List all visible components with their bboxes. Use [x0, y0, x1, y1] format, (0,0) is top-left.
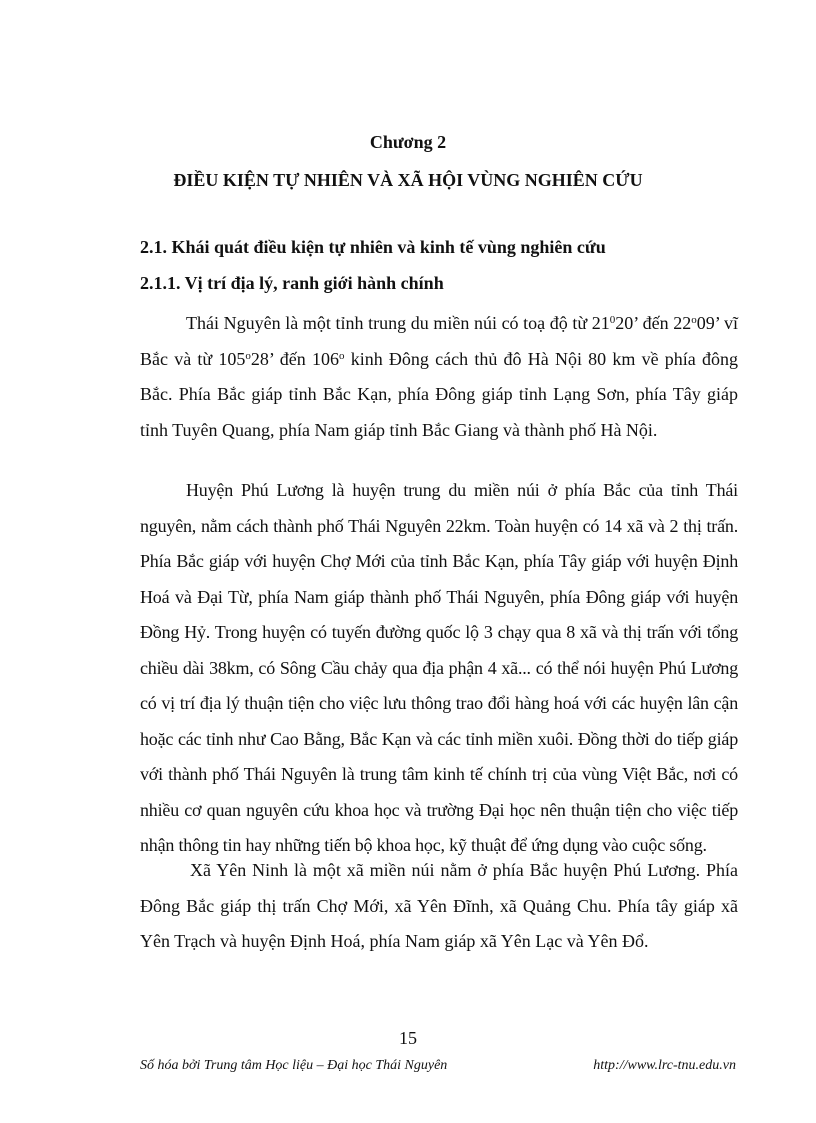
- page-number: 15: [399, 1028, 417, 1048]
- footer-source: Số hóa bởi Trung tâm Học liệu – Đại học Thái Nguyên: [140, 1058, 448, 1073]
- section-heading-2-1: 2.1. Khái quát điều kiện tự nhiên và kinh tế vùng nghiên cứu: [140, 237, 606, 257]
- chapter-label: Chương 2: [369, 132, 447, 152]
- paragraph-location: Thái Nguyên là một tỉnh trung du miền núi có toạ độ từ $21^020$’ đến 22$^o$09’ vĩ Bắc và từ 105$^o$28’ đến 106$^o$ kinh Đông cách thủ đô Hà Nội 80 km về phía đông Bắc. Phía Bắc giáp tỉnh Bắc Kạn, phía Đông giáp tỉnh Lạng Sơn, phía Tây giáp tỉnh Tuyên Quang, phía Nam giáp tỉnh Bắc Giang và thành phố Hà Nội.: [140, 313, 739, 440]
- section-heading-2-1-1: 2.1.1. Vị trí địa lý, ranh giới hành chính: [140, 273, 444, 293]
- footer-url[interactable]: http://www.lrc-tnu.edu.vn: [593, 1058, 736, 1073]
- paragraph-yen-ninh: Xã Yên Ninh là một xã miền núi nằm ở phía Bắc huyện Phú Lương. Phía Đông Bắc giáp thị trấn Chợ Mới, xã Yên Đĩnh, xã Quảng Chu. Phía tây giáp xã Yên Trạch và huyện Định Hoá, phía Nam giáp xã Yên Lạc và Yên Đổ.: [140, 860, 738, 951]
- paragraph-phu-luong: Huyện Phú Lương là huyện trung du miền núi ở phía Bắc của tỉnh Thái nguyên, nằm cách thành phố Thái Nguyên 22km. Toàn huyện có 14 xã và 2 thị trấn. Phía Bắc giáp với huyện Chợ Mới của tỉnh Bắc Kạn, phía Tây giáp với huyện Định Hoá và Đại Từ, phía Nam giáp thành phố Thái Nguyên, phía Đông giáp với huyện Đồng Hỷ. Trong huyện có tuyến đường quốc lộ 3 chạy qua 8 xã và thị trấn với tổng chiều dài 38km, có Sông Cầu chảy qua địa phận 4 xã... có thể nói huyện Phú Lương có vị trí địa lý thuận tiện cho việc lưu thông trao đổi hàng hoá với các huyện lân cận hoặc các tỉnh như Cao Bằng, Bắc Kạn và các tỉnh miền xuôi. Đồng thời do tiếp giáp với thành phố Thái Nguyên là trung tâm kinh tế chính trị của vùng Việt Bắc, nơi có nhiều cơ quan nguyên cứu khoa học và trường Đại học nên thuận tiện cho việc tiếp nhận thông tin hay những tiến bộ khoa học, kỹ thuật để ứng dụng vào cuộc sống.: [140, 480, 738, 855]
- chapter-title: ĐIỀU KIỆN TỰ NHIÊN VÀ XÃ HỘI VÙNG NGHIÊN CỨU: [173, 170, 643, 190]
